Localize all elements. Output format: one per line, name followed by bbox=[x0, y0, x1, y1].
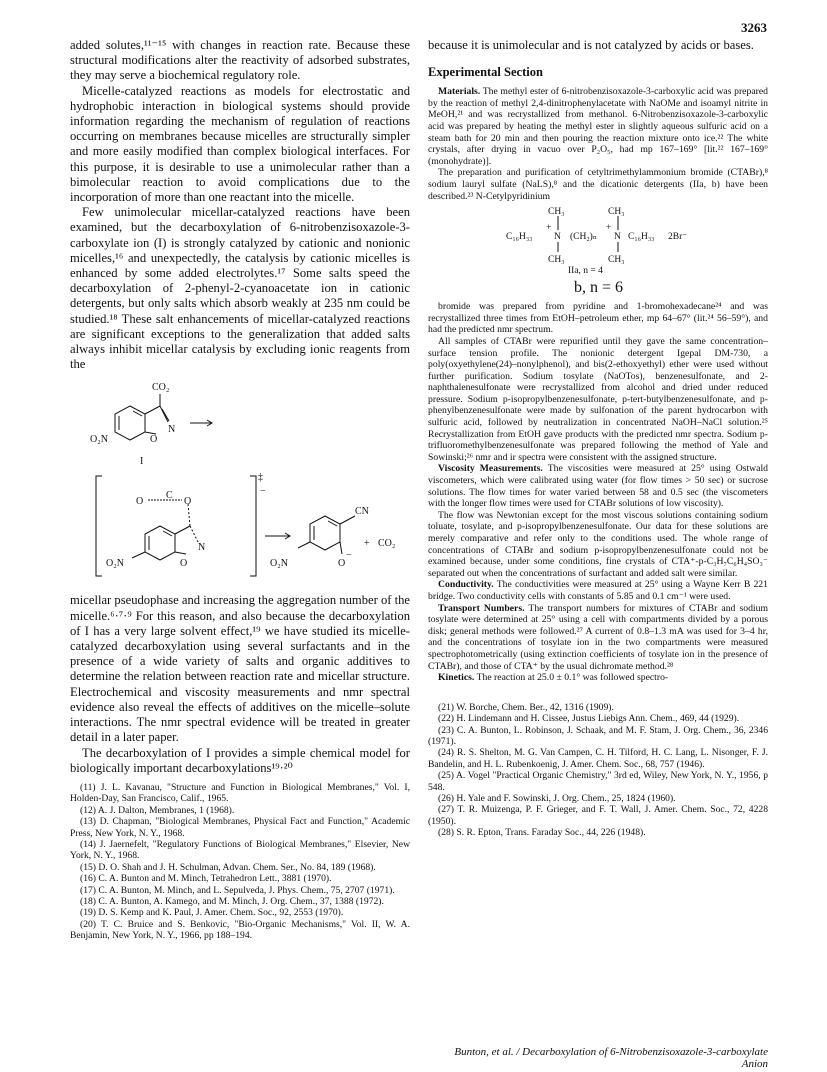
o-atom: O bbox=[150, 434, 158, 446]
right-references bbox=[428, 702, 768, 839]
experimental-text bbox=[428, 86, 768, 202]
paragraph bbox=[428, 167, 768, 202]
right-intro bbox=[428, 38, 768, 53]
reference: (28) S. R. Epton, Trans. Faraday Soc., 44, 226 (1948). bbox=[438, 827, 646, 839]
ts-o-atom: O bbox=[180, 558, 188, 570]
methyl-label: CH₃ bbox=[608, 207, 625, 218]
reference: (11) J. L. Kavanau, "Structure and Function in Biological Membranes," Vol. I, Holden-Day, San Francisco, Calif., 1965. bbox=[70, 781, 410, 805]
right-column bbox=[428, 38, 768, 839]
reference: (23) C. A. Bunton, L. Robinson, J. Schaak, and M. F. Stam, J. Org. Chem., 36, 2346 (1971). bbox=[428, 724, 768, 747]
left-references bbox=[70, 782, 410, 942]
methyl-label: CH₃ bbox=[548, 207, 565, 218]
co2-label: CO₂ bbox=[152, 382, 170, 394]
reference: (27) T. R. Muizenga, P. F. Grieger, and F. T. Wall, J. Amer. Chem. Soc., 72, 4228 (1950). bbox=[428, 804, 768, 827]
paragraph: added solutes,¹¹⁻¹⁵ with changes in reaction rate. Because these structural modifications alter the reactivity of adsorbed substrates, they may serve a biochemical regulatory role. bbox=[70, 38, 410, 83]
plus-sign: + bbox=[364, 538, 370, 550]
paragraph bbox=[428, 301, 768, 336]
paragraph bbox=[428, 579, 768, 602]
reference: (15) D. O. Shah and J. H. Schulman, Advan. Chem. Ser., No. 84, 189 (1968). bbox=[80, 861, 376, 873]
run-in-heading: Transport Numbers. bbox=[438, 602, 525, 614]
reference: (16) C. A. Bunton and M. Minch, Tetrahedron Lett., 3881 (1970). bbox=[80, 873, 332, 885]
running-footer: Bunton, et al. / Decarboxylation of 6-Nitrobenzisoxazole-3-carboxylate Anion bbox=[454, 1046, 768, 1070]
reference: (13) D. Chapman, "Biological Membranes, Physical Fact and Function," Academic Press, New York, N. Y., 1968. bbox=[70, 816, 410, 839]
dagger-symbol: ‡ bbox=[258, 472, 263, 484]
nitrogen-atom: N bbox=[554, 232, 561, 243]
bromide-anion: 2Br⁻ bbox=[668, 232, 688, 243]
n-atom: N bbox=[168, 424, 176, 436]
paragraph-body: bromide was prepared from pyridine and 1-bromohexadecane²⁴ and was recrystallized three times from EtOH–petroleum ether, mp 64–67° (lit.²⁴ 56–59°), and had the predicted nmr spectrum. bbox=[428, 301, 768, 336]
left-body-text bbox=[70, 38, 410, 372]
cyano-group: CN bbox=[355, 506, 369, 518]
paragraph: Micelle-catalyzed reactions as models for electrostatic and hydrophobic interaction in biological systems should provide information regarding the mechanism of regulation of reactions occurring on membranes because micelles are structurally simpler and more easily modified than complex biological interfaces. For this purpose, it is desirable to use a unimolecular rather than a bimolecular reaction to avoid complications due to the incorporation of more than one reactant into the micelle. bbox=[70, 83, 410, 205]
nitro-group: O₂N bbox=[90, 434, 108, 446]
paragraph bbox=[428, 86, 768, 167]
methylene-bridge: (CH₂)ₙ bbox=[570, 232, 597, 243]
paragraph: Few unimolecular micellar-catalyzed reactions have been examined, but the decarboxylation of 6-nitrobenzisoxazole-3-carboxylate ion (I) is strongly catalyzed by cationic and nonionic micelles,¹⁶ and unexpectedly, the catalysis by cationic micelles is enhanced by some added electrolytes.¹⁷ Some salts speed the decarboxylation of 2-phenyl-2-cyanoacetate ion in cationic detergents, but only salts which absorb weakly at 235 nm could be studied.¹⁸ These salt enhancements of micellar-catalyzed reactions are significant exceptions to the generalization that added salts always inhibit micellar catalysis by excluding ionic reagents from the bbox=[70, 205, 410, 372]
reaction-scheme bbox=[70, 376, 410, 586]
paragraph bbox=[428, 672, 768, 684]
paragraph bbox=[428, 463, 768, 509]
compound-label-I: I bbox=[140, 456, 144, 468]
reference: (22) H. Lindemann and H. Cissee, Justus Liebigs Ann. Chem., 469, 44 (1929). bbox=[438, 713, 740, 725]
ts-nitro-group: O₂N bbox=[106, 558, 124, 570]
paragraph-body: The flow was Newtonian except for the most viscous solutions containing sodium toluate, tosylate, and p-isopropylbenzenesulfonate. Our data for these solutions are merely comparative and refer only to the conditions used. The whole range of concentrations of CTABr and sodium p-isopropylbenzenesulfonate could not be examined because, under some conditions, fine crystals of CTA⁺-p-C₃H₇C₆H₄SO₃⁻ separated out when the concentrations of surfactant and added salt were similar. bbox=[428, 509, 768, 579]
paragraph bbox=[428, 603, 768, 673]
product-o-minus: O bbox=[338, 558, 346, 570]
compound-label-IIa: IIa, n = 4 bbox=[568, 266, 603, 277]
reference: (24) R. S. Shelton, M. G. Van Campen, C. H. Tilford, H. C. Lang, L. Nisonger, F. J. Bandelin, and H. L. Rubenkoenig, J. Amer. Chem. Soc., 68, 757 (1946). bbox=[428, 747, 768, 770]
run-in-heading: Conductivity. bbox=[438, 579, 494, 591]
paragraph bbox=[428, 336, 768, 464]
ts-n-atom: N bbox=[198, 542, 206, 554]
reference: (14) J. Jaernefelt, "Regulatory Functions of Biological Membranes," Elsevier, New York, N. Y., 1968. bbox=[70, 838, 410, 862]
experimental-text-2 bbox=[428, 301, 768, 684]
ts-carbon: C bbox=[166, 490, 173, 502]
nitrogen-atom: N bbox=[614, 232, 621, 243]
reference: (17) C. A. Bunton, M. Minch, and L. Sepulveda, J. Phys. Chem., 75, 2707 (1971). bbox=[80, 884, 395, 896]
paragraph-body: The reaction at 25.0 ± 0.1° was followed spectro- bbox=[476, 672, 669, 684]
plus-charge: + bbox=[606, 223, 612, 234]
paragraph-body: The viscosities were measured at 25° using Ostwald viscometers, which were calibrated using water (for flow times > 50 sec) or sucrose solutions. The flow times for water varied between 58 and 0.5 sec (the viscometers with the longer flow times were used for CTABr solutions of low viscosity). bbox=[428, 463, 768, 510]
paragraph: micellar pseudophase and increasing the aggregation number of the micelle.⁶·⁷·⁹ For this reason, and also because the decarboxylation of I has a very large solvent effect,¹⁹ we have studied its micelle-catalyzed decarboxylation using several surfactants and in the presence of a wide variety of salts and organic additives to determine the relation between reaction rate and micellar structure. Electrochemical and viscosity measurements and nmr spectral evidence also reveal the effects of additives on the micelle–solute interactions. The nmr spectral evidence will be treated in greater detail in a later paper. bbox=[70, 593, 410, 745]
cetyl-chain: C₁₆H₃₃ bbox=[628, 232, 655, 243]
page-number: 3263 bbox=[741, 20, 767, 35]
reference: (21) W. Borche, Chem. Ber., 42, 1316 (1909). bbox=[438, 701, 614, 713]
run-in-heading: Materials. bbox=[438, 86, 481, 98]
product-nitro-group: O₂N bbox=[270, 558, 288, 570]
reference: (12) A. J. Dalton, Membranes, 1 (1968). bbox=[80, 804, 235, 816]
reference: (19) D. S. Kemp and K. Paul, J. Amer. Chem. Soc., 92, 2553 (1970). bbox=[80, 907, 344, 919]
compound-label-IIb: b, n = 6 bbox=[574, 279, 624, 297]
paragraph-body: The conductivities were measured at 25° using a Wayne Kerr B 221 bridge. Two conductivity cells with constants of 5.85 and 0.1 cm⁻¹ were used. bbox=[428, 579, 768, 602]
reference: (20) T. C. Bruice and S. Benkovic, "Bio-Organic Mechanisms," Vol. II, W. A. Benjamin, New York, N. Y., 1966, pp 188–194. bbox=[70, 918, 410, 942]
cetyl-chain: C₁₆H₃₃ bbox=[506, 232, 533, 243]
reference: (26) H. Yale and F. Sowinski, J. Org. Chem., 25, 1824 (1960). bbox=[438, 792, 676, 804]
left-column bbox=[70, 38, 410, 942]
methyl-label: CH₃ bbox=[548, 255, 565, 266]
reference: (18) C. A. Bunton, A. Kamego, and M. Minch, J. Org. Chem., 37, 1388 (1972). bbox=[80, 895, 384, 907]
paragraph-body: The transport numbers for mixtures of CTABr and sodium tosylate were determined at 25° using a cell with compartments divided by a porous disk; general methods were followed.²⁷ A current of 0.8–1.3 mA was used for 3–4 hr, and the concentrations of tosylate ion in the two compartments were measured spectrophotometrically (using extinction coefficients of tosylate ion in the presence of CTABr), and those of CTA⁺ by the usual dichromate method.²⁸ bbox=[428, 602, 768, 672]
product-minus: − bbox=[346, 550, 352, 562]
co2-product: CO₂ bbox=[378, 538, 396, 550]
ts-oxygen-left: O bbox=[136, 496, 144, 508]
dicationic-detergent-structure bbox=[428, 204, 768, 276]
minus-charge: − bbox=[260, 486, 266, 498]
paragraph: The decarboxylation of I provides a simple chemical model for biologically important decarboxylations¹⁹·²⁰ bbox=[70, 745, 410, 775]
paragraph-body: The methyl ester of 6-nitrobenzisoxazole-3-carboxylic acid was prepared by the reaction of methyl 2,4-dinitrophenylacetate with NaOMe and isoamyl nitrite in MeOH,²¹ and was recrystallized from methanol. 6-Nitrobenzisoxazole-3-carboxylic acid was prepared by heating the methyl ester in slightly aqueous sulfuric acid on a steam bath for 20 min and then pouring the reaction mixture onto ice.²² The white crystals, after drying in vacuo over P₂O₅, had mp 167–169° [lit.²² 167–169° (monohydrate)]. bbox=[428, 86, 768, 167]
paragraph bbox=[428, 510, 768, 580]
paragraph: because it is unimolecular and is not catalyzed by acids or bases. bbox=[428, 38, 754, 52]
paragraph-body: All samples of CTABr were repurified until they gave the same concentration–surface tension profile. The nonionic detergent Igepal DM-730, a poly(oxyethylene(24)–nonylphenol), and bis(2-ethoxyethyl) ether were used without further purification. Sodium tosylate (NaOTos), benzenesulfonate, and 2-naphthalenesulfonate were recrystallized from alcohol and dried under reduced pressure. Sodium p-isopropylbenzenesulfonate, p-tert-butylbenzenesulfonate, and p-phenylbenzenesulfonate were made by sulfonation of the parent hydrocarbon with sulfuric acid, followed by neutralization in concentrated NaOH–NaCl solution.²⁵ Recrystallization from EtOH gave products with the predicted nmr spectra. Sodium p-trifluoromethylbenzenesulfonate was prepared following the method of Yale and Sowinski;²⁶ nmr and ir spectra were consistent with the assigned structure. bbox=[428, 335, 768, 463]
methyl-label: CH₃ bbox=[608, 255, 625, 266]
run-in-heading: Kinetics. bbox=[438, 672, 475, 684]
left-body-text-2 bbox=[70, 593, 410, 775]
run-in-heading: Viscosity Measurements. bbox=[438, 463, 543, 475]
plus-charge: + bbox=[546, 223, 552, 234]
reference: (25) A. Vogel "Practical Organic Chemistry," 3rd ed, Wiley, New York, N. Y., 1956, p 548. bbox=[428, 770, 768, 793]
paragraph-body: The preparation and purification of cetyltrimethylammonium bromide (CTABr),⁸ sodium lauryl sulfate (NaLS),⁸ and the dicationic detergents (IIa, b) have been described.²³ N-Cetylpyridinium bbox=[428, 167, 768, 202]
ts-oxygen-right: O bbox=[184, 496, 192, 508]
section-title: Experimental Section bbox=[428, 65, 543, 80]
